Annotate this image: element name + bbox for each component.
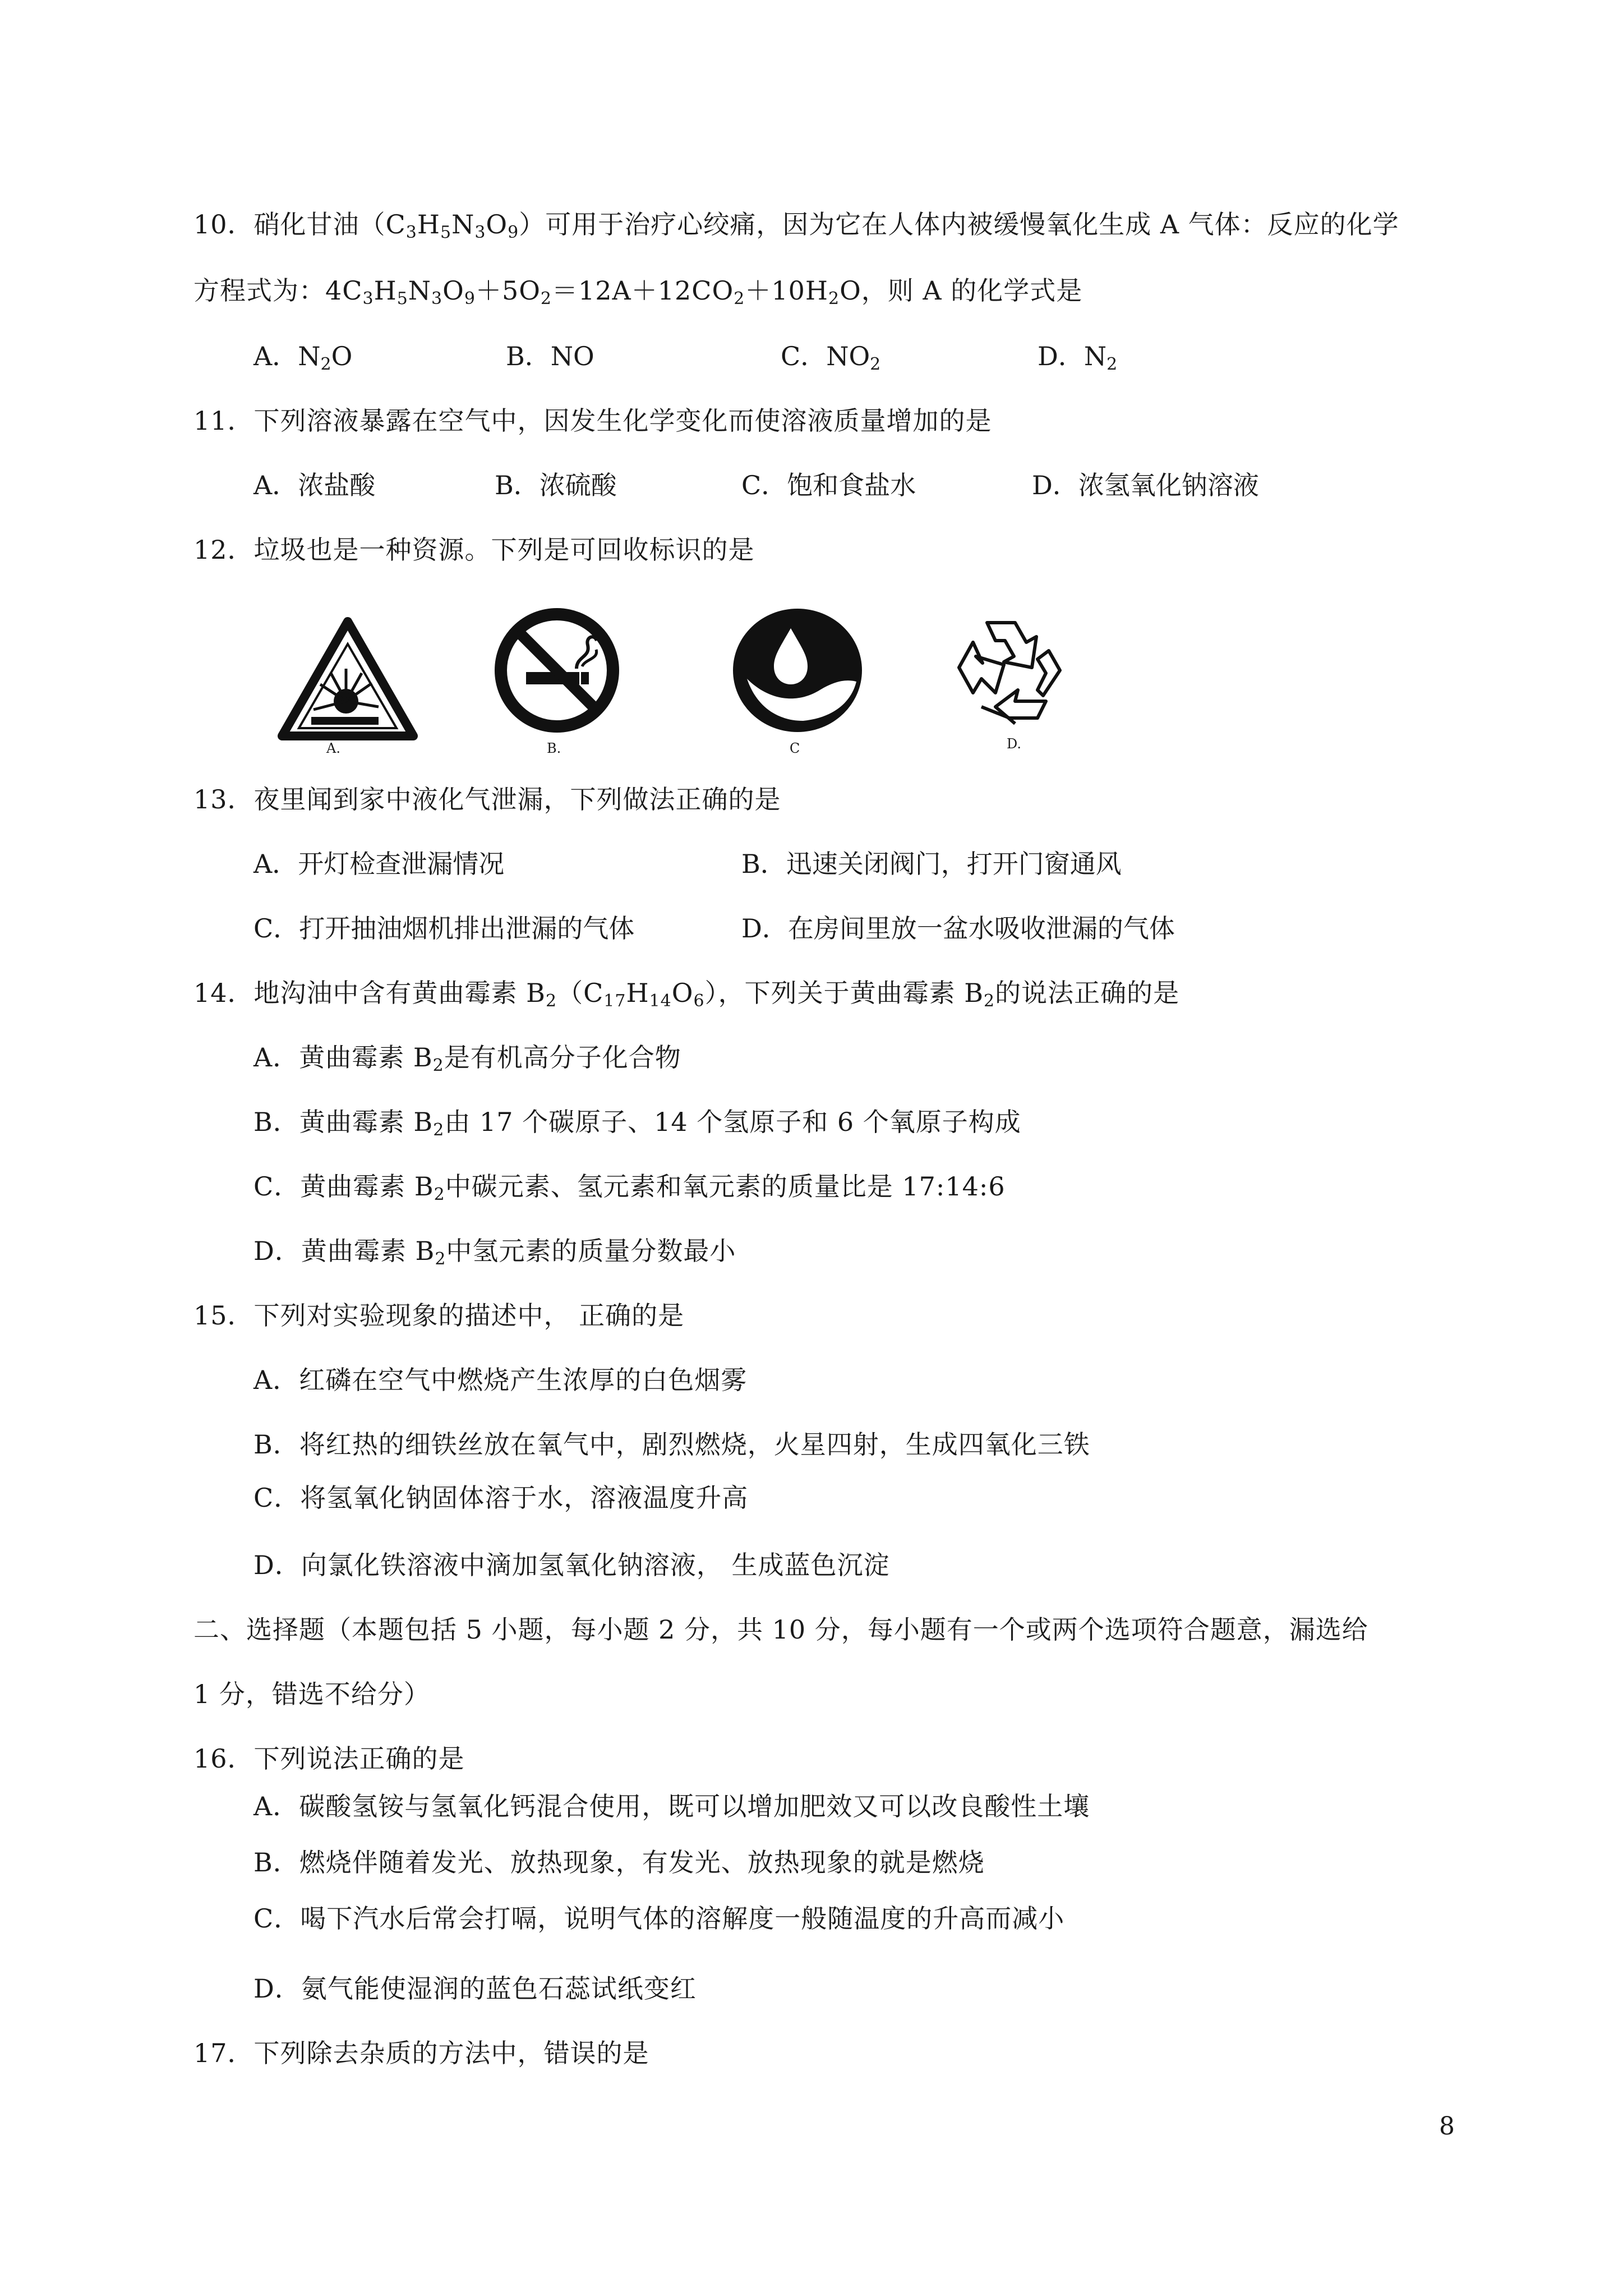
q12-stem: 12．垃圾也是一种资源。下列是可回收标识的是 xyxy=(193,535,755,565)
explosive-warning-icon xyxy=(278,617,418,740)
q10-option-b: B．NO xyxy=(506,341,594,371)
figure-label-d: D. xyxy=(1007,736,1022,752)
page-number: 8 xyxy=(1439,2112,1455,2141)
water-saving-icon xyxy=(730,606,865,735)
q15-option-d: D．向氯化铁溶液中滴加氢氧化钠溶液， 生成蓝色沉淀 xyxy=(253,1550,890,1580)
q14-stem: 14．地沟油中含有黄曲霉素 $B_2(C_{17}H_{14}O_6)$，下列关于黄曲霉素 $B_2$的说法正确的是 xyxy=(193,978,1180,1011)
section2-heading-line2: 1 分，错选不给分） xyxy=(193,1679,430,1709)
q16-option-a: A．碳酸氢铵与氢氧化钙混合使用，既可以增加肥效又可以改良酸性土壤 xyxy=(253,1791,1090,1821)
q17-stem: 17．下列除去杂质的方法中，错误的是 xyxy=(193,2038,649,2068)
q15-option-a: A．红磷在空气中燃烧产生浓厚的白色烟雾 xyxy=(253,1365,748,1395)
q13-option-a: A．开灯检查泄漏情况 xyxy=(253,849,505,879)
q10-stem-line2: 方程式为：$4C_3H_5N_3O_9+5O_2=12A+12CO_2+10H_2O$，则 A 的化学式是 xyxy=(193,275,1083,309)
recycle-icon xyxy=(948,611,1068,729)
q11-option-b: B．浓硫酸 xyxy=(495,470,617,500)
q10-option-a: A．$N_2O$ xyxy=(253,341,353,374)
figure-label-c: C xyxy=(790,740,800,756)
q11-option-d: D．浓氢氧化钠溶液 xyxy=(1032,470,1259,500)
q10-option-d: D．$N_2$ xyxy=(1038,341,1118,374)
q13-option-c: C．打开抽油烟机排出泄漏的气体 xyxy=(253,913,635,944)
q15-stem: 15．下列对实验现象的描述中， 正确的是 xyxy=(193,1300,685,1331)
q14-option-d: D．黄曲霉素 $B_2$中氢元素的质量分数最小 xyxy=(253,1236,736,1269)
q16-option-d: D．氨气能使湿润的蓝色石蕊试纸变红 xyxy=(253,1973,697,2004)
no-smoking-icon xyxy=(492,606,621,735)
figure-label-b: B. xyxy=(547,740,561,756)
q16-option-b: B．燃烧伴随着发光、放热现象，有发光、放热现象的就是燃烧 xyxy=(253,1847,985,1878)
q14-option-c: C．黄曲霉素 $B_2$中碳元素、氢元素和氧元素的质量比是 17:14:6 xyxy=(253,1171,1006,1204)
q14-option-a: A．黄曲霉素 $B_2$是有机高分子化合物 xyxy=(253,1042,681,1075)
q13-option-b: B．迅速关闭阀门，打开门窗通风 xyxy=(741,849,1122,879)
q13-stem: 13．夜里闻到家中液化气泄漏，下列做法正确的是 xyxy=(193,784,781,815)
figure-label-a: A. xyxy=(326,740,340,756)
section2-heading-line1: 二、选择题（本题包括 5 小题，每小题 2 分，共 10 分，每小题有一个或两个选项符合题意，漏选给 xyxy=(193,1614,1368,1645)
q13-option-d: D．在房间里放一盆水吸收泄漏的气体 xyxy=(741,913,1175,944)
q15-option-b: B．将红热的细铁丝放在氧气中，剧烈燃烧，火星四射，生成四氧化三铁 xyxy=(253,1429,1090,1460)
q10-option-c: C．$NO_2$ xyxy=(781,341,881,374)
q11-stem: 11．下列溶液暴露在空气中，因发生化学变化而使溶液质量增加的是 xyxy=(193,406,992,436)
q16-option-c: C．喝下汽水后常会打嗝，说明气体的溶解度一般随温度的升高而减小 xyxy=(253,1903,1065,1934)
q11-option-a: A．浓盐酸 xyxy=(253,470,376,500)
q15-option-c: C．将氢氧化钠固体溶于水，溶液温度升高 xyxy=(253,1483,749,1513)
q10-stem-line1: 10．硝化甘油$(C_3H_5N_3O_9)$可用于治疗心绞痛，因为它在人体内被缓慢氧化生成 A 气体：反应的化学 xyxy=(193,209,1399,242)
q14-option-b: B．黄曲霉素 $B_2$由 17 个碳原子、14 个氢原子和 6 个氧原子构成 xyxy=(253,1107,1021,1140)
q16-stem: 16．下列说法正确的是 xyxy=(193,1743,465,1774)
q11-option-c: C．饱和食盐水 xyxy=(741,470,916,500)
